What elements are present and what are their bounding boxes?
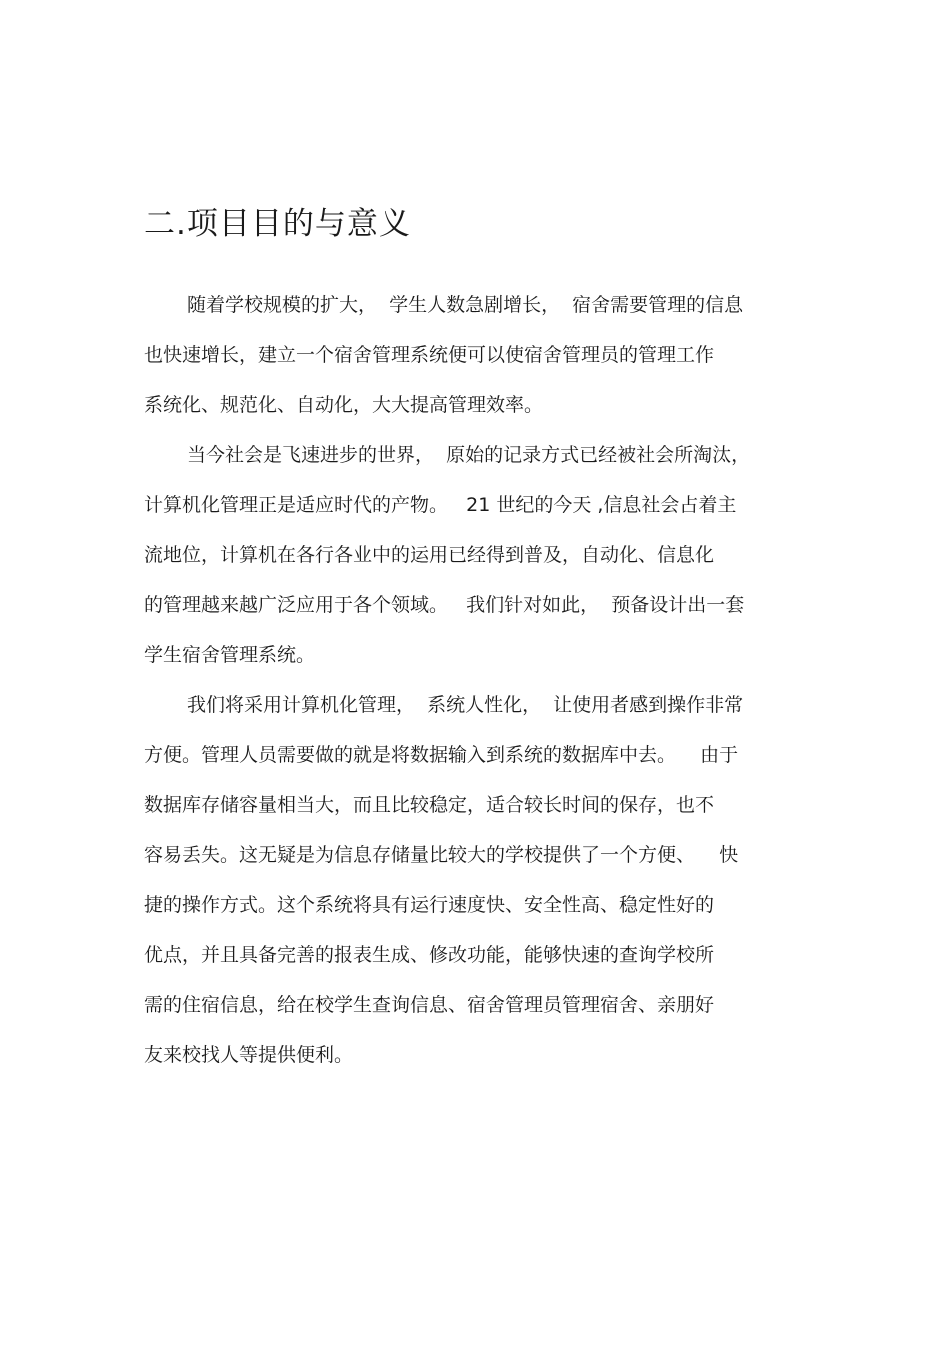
paragraph-3-line-2: 方便。管理人员需要做的就是将数据输入到系统的数据库中去。 由于 [144,744,739,766]
paragraph-3-line-3: 数据库存储容量相当大，而且比较稳定，适合较长时间的保存，也不 [144,794,715,816]
section-heading: 二.项目目的与意义 [144,206,411,242]
paragraph-3-line-7: 需的住宿信息，给在校学生查询信息、宿舍管理员管理宿舍、亲朋好 [144,994,715,1016]
paragraph-3-line-1: 我们将采用计算机化管理， 系统人性化， 让使用者感到操作非常 [187,694,744,716]
paragraph-1-line-3: 系统化、规范化、自动化，大大提高管理效率。 [144,394,544,416]
paragraph-2-line-2: 计算机化管理正是适应时代的产物。 21 世纪的今天 ,信息社会占着主 [144,494,737,516]
paragraph-2-line-4: 的管理越来越广泛应用于各个领域。 我们针对如此， 预备设计出一套 [144,594,745,616]
paragraph-3-line-8: 友来校找人等提供便利。 [144,1044,354,1066]
paragraph-1-line-2: 也快速增长，建立一个宿舍管理系统便可以使宿舍管理员的管理工作 [144,344,715,366]
paragraph-2-line-3: 流地位，计算机在各行各业中的运用已经得到普及，自动化、信息化 [144,544,715,566]
paragraph-3-line-6: 优点，并且具备完善的报表生成、修改功能，能够快速的查询学校所 [144,944,715,966]
paragraph-3-line-5: 捷的操作方式。这个系统将具有运行速度快、安全性高、稳定性好的 [144,894,715,916]
paragraph-2-line-1: 当今社会是飞速进步的世界， 原始的记录方式已经被社会所淘汰， [187,444,751,466]
paragraph-3-line-4: 容易丢失。这无疑是为信息存储量比较大的学校提供了一个方便、 快 [144,844,739,866]
paragraph-2-line-5: 学生宿舍管理系统。 [144,644,316,666]
paragraph-1-line-1: 随着学校规模的扩大， 学生人数急剧增长， 宿舍需要管理的信息 [187,294,744,316]
